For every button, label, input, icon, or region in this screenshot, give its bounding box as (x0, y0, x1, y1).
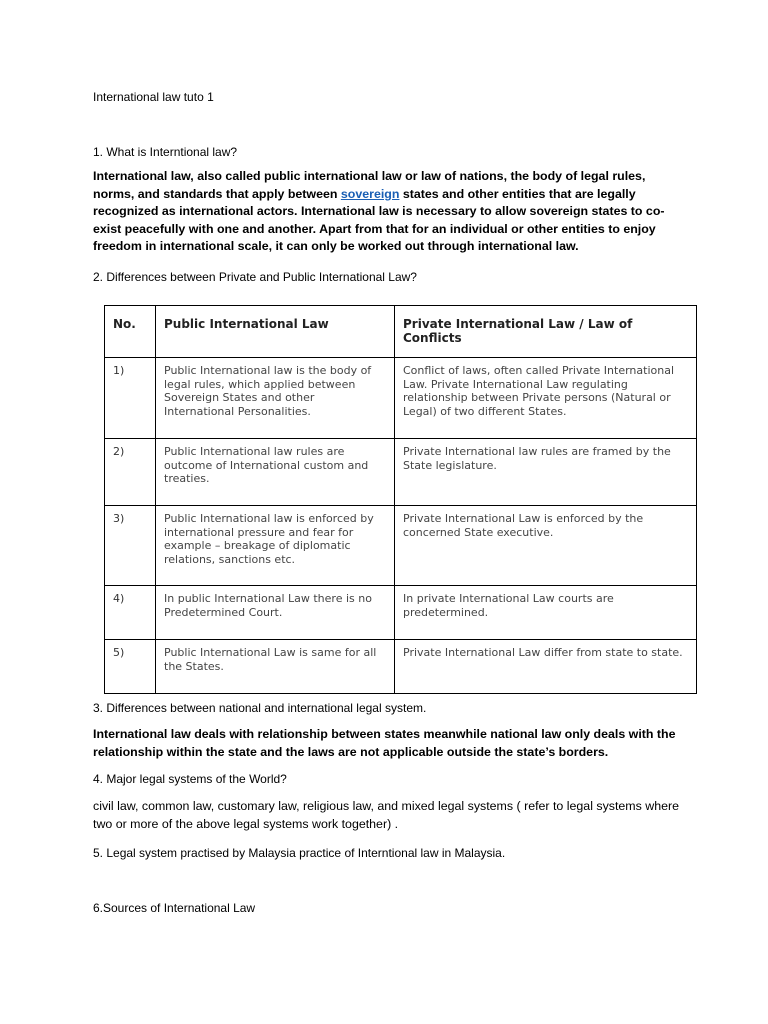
answer-1 (93, 168, 683, 256)
row-number: 2) (105, 439, 156, 506)
answer-1-text-end: states and other entities that are legally recognized as international actors. International law is necessary to allow sovereign states to co-exist peacefully with one and another. Apart from that for an individual or other entities to enjoy freedom in international scale, it can only be worked out through international law. (93, 186, 665, 254)
question-3: 3. Differences between national and international legal system. (93, 701, 427, 715)
private-cell: Conflict of laws, often called Private International Law. Private International Law regulating relationship between Private persons (Natural or Legal) of two different States. (395, 358, 697, 439)
row-number: 4) (105, 586, 156, 640)
public-cell: In public International Law there is no Predetermined Court. (156, 586, 395, 640)
question-6: 6.Sources of International Law (93, 901, 256, 915)
header-no: No. (105, 306, 156, 358)
row-number: 1) (105, 358, 156, 439)
private-cell: Private International Law differ from state to state. (395, 640, 697, 694)
question-2: 2. Differences between Private and Public International Law? (93, 270, 417, 284)
public-cell: Public International law is the body of legal rules, which applied between Sovereign States and other International Personalities. (156, 358, 395, 439)
private-cell: Private International law rules are framed by the State legislature. (395, 439, 697, 506)
header-private: Private International Law / Law of Conflicts (395, 306, 697, 358)
private-cell: Private International Law is enforced by the concerned State executive. (395, 506, 697, 586)
table-row (105, 640, 697, 694)
header-public: Public International Law (156, 306, 395, 358)
public-cell: Public International law rules are outcome of International custom and treaties. (156, 439, 395, 506)
sovereign-link[interactable]: sovereign (340, 186, 400, 201)
public-cell: Public International Law is same for all the States. (156, 640, 395, 694)
row-number: 5) (105, 640, 156, 694)
question-1: 1. What is Interntional law? (93, 145, 238, 159)
question-4: 4. Major legal systems of the World? (93, 772, 287, 786)
answer-4: civil law, common law, customary law, religious law, and mixed legal systems ( refer to legal systems where two or more of the above legal systems work together) . (93, 799, 680, 831)
answer-3: International law deals with relationship between states meanwhile national law only deals with the relationship within the state and the laws are not applicable outside the state’s borders. (93, 727, 676, 759)
table-row (105, 358, 697, 439)
row-number: 3) (105, 506, 156, 586)
table-row (105, 439, 697, 506)
table-row (105, 506, 697, 586)
table-header-row (105, 306, 697, 358)
comparison-table (104, 305, 697, 694)
question-5: 5. Legal system practised by Malaysia practice of Interntional law in Malaysia. (93, 846, 506, 860)
private-cell: In private International Law courts are predetermined. (395, 586, 697, 640)
public-cell: Public International law is enforced by international pressure and fear for example – breakage of diplomatic relations, sanctions etc. (156, 506, 395, 586)
answer-1-text-start: International law, also called public international law or law of nations, the body of legal rules, norms, and standards that apply between (93, 169, 646, 201)
document-title: International law tuto 1 (93, 90, 214, 104)
table-row (105, 586, 697, 640)
